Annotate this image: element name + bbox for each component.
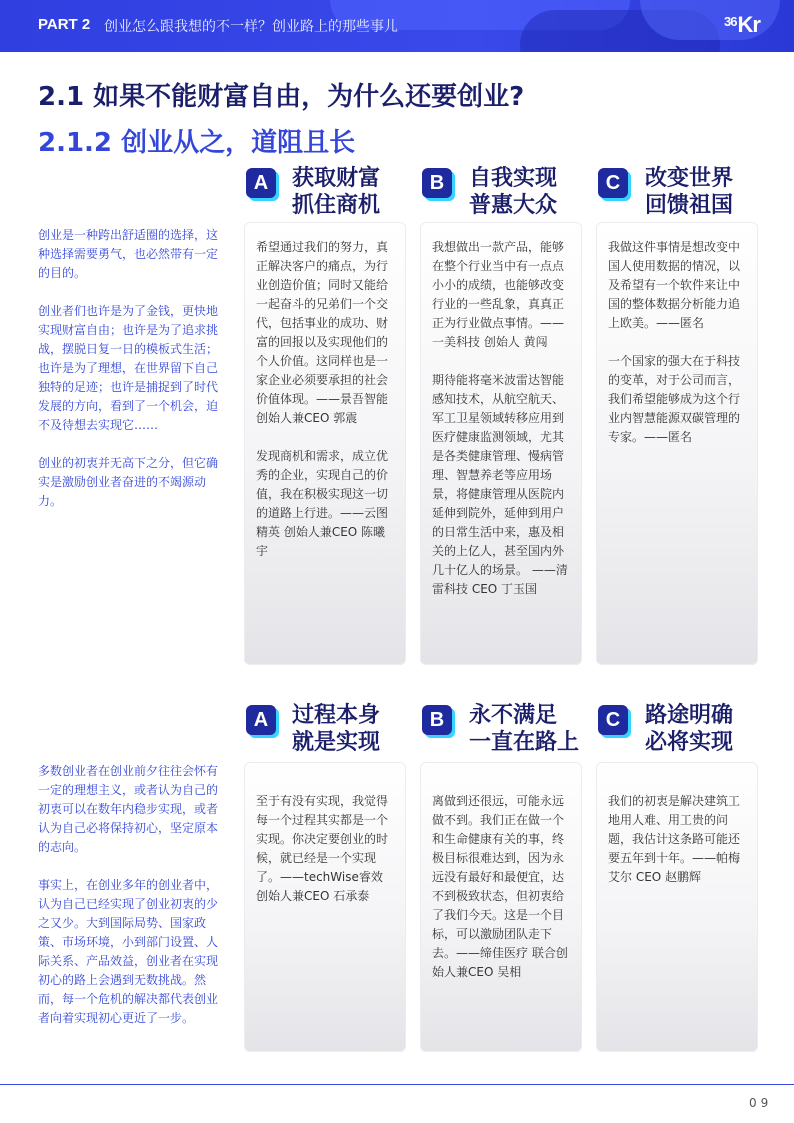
card-title-line: 自我实现	[469, 166, 558, 191]
card-title-line: 获取财富	[292, 166, 381, 191]
quote-text: 离做到还很远，可能永远做不到。我们正在做一个和生命健康有关的事，终极目标很难达到，因为永远没有最好和最便宜，达不到极致状态，但初衷给了我们今天。这是一个目标，可以激励团队走下去。——缔佳医疗 联合创始人兼CEO 吴相	[432, 794, 568, 979]
footer-divider	[0, 1084, 794, 1085]
quote-text: 希望通过我们的努力，真正解决客户的痛点，为行业创造价值；同时又能给一起奋斗的兄弟们一个交代，包括事业的成功、财富的回报以及实现他们的个人价值。这同样也是一家企业必须要承担的社会价值体现。——景吾智能 创始人兼CEO 郭震	[256, 240, 389, 425]
quote-card-change-world	[596, 222, 758, 665]
card-title-line: 普惠大众	[469, 193, 558, 218]
section-title: 2.1 如果不能财富自由，为什么还要创业?	[38, 82, 525, 112]
card-title-never-satisfied	[469, 702, 579, 756]
card-title-wealth	[292, 165, 380, 219]
quote-card-self-realization	[420, 222, 582, 665]
card-title-self-realization	[469, 165, 557, 219]
card-title-line: 必将实现	[645, 730, 734, 755]
card-title-clear-path	[645, 702, 733, 756]
quote-card-process	[244, 762, 406, 1052]
quote-text: 我做这件事情是想改变中国人使用数据的情况，以及希望有一个软件来让中国的整体数据分析能力追上欧美。——匿名	[608, 240, 741, 330]
quote-text: 我们的初衷是解决建筑工地用人难、用工贵的问题，我估计这条路可能还要五年到十年。——帕梅艾尔 CEO 赵鹏辉	[608, 794, 741, 884]
quote-card-wealth	[244, 222, 406, 665]
card-title-line: 回馈祖国	[645, 193, 734, 218]
intro-paragraph: 创业是一种跨出舒适圈的选择，这种选择需要勇气，也必然带有一定的目的。	[38, 228, 219, 280]
quote-text: 至于有没有实现，我觉得每一个过程其实都是一个实现。你决定要创业的时候，就已经是一个实现了。——techWise睿效 创始人兼CEO 石承泰	[256, 794, 389, 903]
logo-letters: Kr	[737, 12, 760, 37]
card-title-line: 过程本身	[292, 703, 381, 728]
reality-sidebar	[38, 762, 218, 1047]
quote-text: 我想做出一款产品，能够在整个行业当中有一点点小小的成绩，也能够改变行业的一些乱象，真真正正为行业做点事情。—— 一美科技 创始人 黄闯	[432, 240, 565, 349]
card-title-line: 抓住商机	[292, 193, 381, 218]
intro-paragraph: 创业者们也许是为了金钱，更快地实现财富自由；也许是为了追求挑战，摆脱日复一日的模板式生活；也许是为了理想，在世界留下自己独特的足迹；也许是捕捉到了时代发展的方向，看到了一个机会，迫不及待想去实现它……	[38, 304, 219, 432]
badge-c: C	[598, 168, 628, 198]
badge-c: C	[598, 705, 628, 735]
header-banner	[0, 0, 794, 52]
brand-logo	[724, 12, 760, 38]
badge-a: A	[246, 168, 276, 198]
subsection-title: 2.1.2 创业从之，道阻且长	[38, 128, 356, 158]
card-title-line: 改变世界	[645, 166, 734, 191]
quote-card-clear-path	[596, 762, 758, 1052]
page-number: 09	[749, 1096, 773, 1110]
card-title-line: 就是实现	[292, 730, 381, 755]
part-label: PART 2	[38, 16, 91, 33]
quote-text: 期待能将毫米波雷达智能感知技术，从航空航天、军工卫星领域转移应用到医疗健康监测领域，尤其是各类健康管理、慢病管理、智慧养老等应用场景，将健康管理从医院内延伸到院外，延伸到用户的日常生活中来，惠及相关的上亿人，甚至国内外几十亿人的场景。 ——清雷科技 CEO 丁玉国	[432, 373, 568, 596]
quote-text: 一个国家的强大在于科技的变革，对于公司而言，我们希望能够成为这个行业内智慧能源双碳管理的专家。——匿名	[608, 354, 741, 444]
card-title-line: 永不满足	[469, 703, 558, 728]
badge-b: B	[422, 705, 452, 735]
intro-sidebar	[38, 226, 218, 530]
card-title-process	[292, 702, 380, 756]
logo-number: 36	[724, 14, 737, 29]
card-title-line: 路途明确	[645, 703, 734, 728]
badge-b: B	[422, 168, 452, 198]
intro-paragraph: 创业的初衷并无高下之分，但它确实是激励创业者奋进的不竭源动力。	[38, 456, 219, 508]
card-title-change-world	[645, 165, 733, 219]
reality-paragraph: 多数创业者在创业前夕往往会怀有一定的理想主义，或者认为自己的初衷可以在数年内稳步实现，或者认为自己必将保持初心，坚定原本的志向。	[38, 764, 219, 854]
badge-a: A	[246, 705, 276, 735]
part-subtitle: 创业怎么跟我想的不一样？创业路上的那些事儿	[104, 19, 398, 35]
card-title-line: 一直在路上	[469, 730, 580, 755]
quote-card-never-satisfied	[420, 762, 582, 1052]
reality-paragraph: 事实上，在创业多年的创业者中，认为自己已经实现了创业初衷的少之又少。大到国际局势、国家政策、市场环境，小到部门设置、人际关系、产品效益，创业者在实现初心的路上会遇到无数挑战。然而，每一个危机的解决都代表创业者向着实现初心更近了一步。	[38, 878, 219, 1025]
quote-text: 发现商机和需求，成立优秀的企业，实现自己的价值，我在积极实现这一切的道路上行进。——云图精英 创始人兼CEO 陈曦宇	[256, 449, 389, 558]
